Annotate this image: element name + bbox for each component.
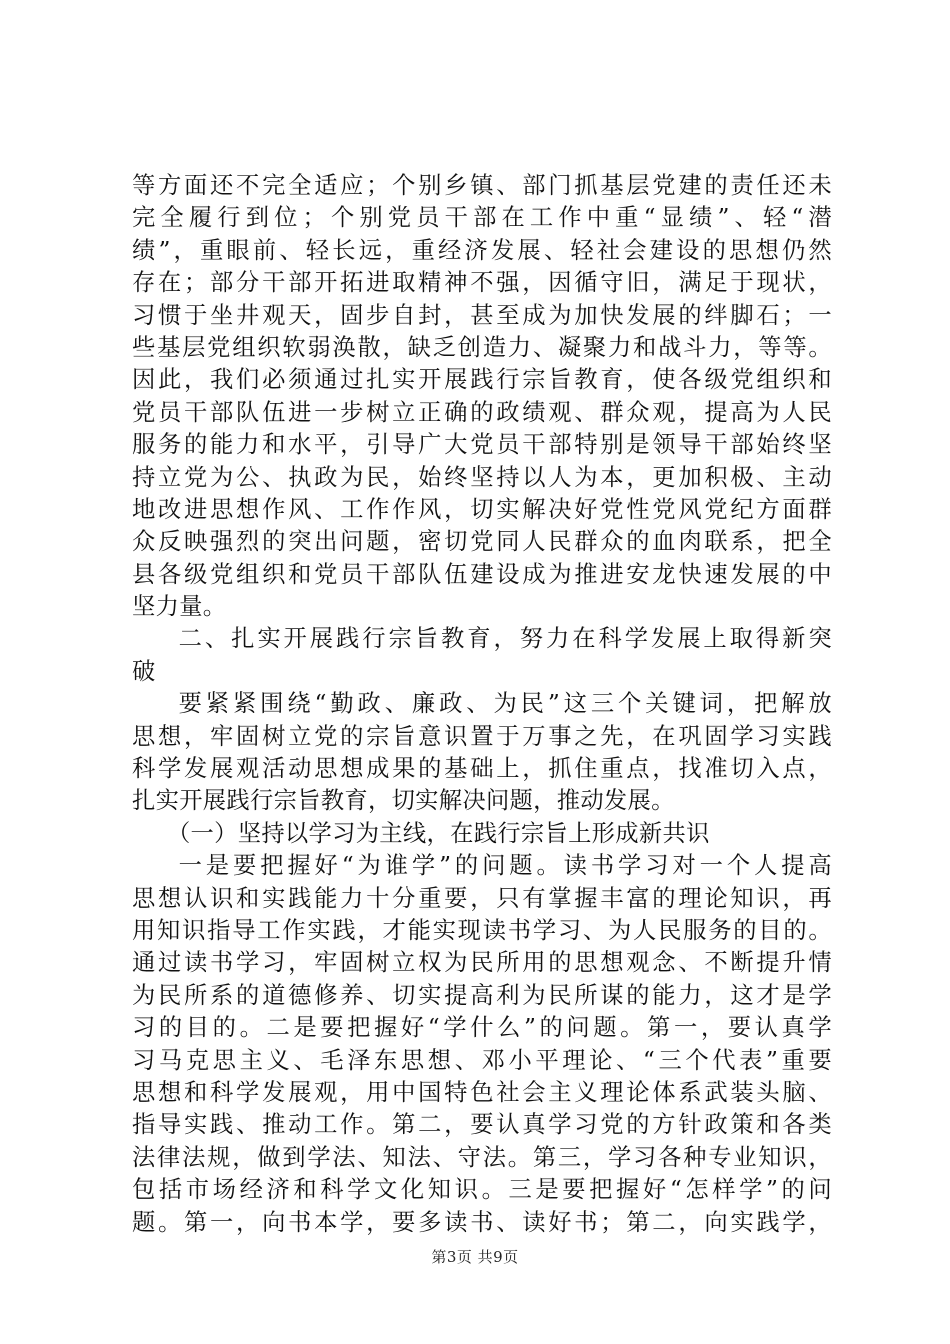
text-line: 为民所系的道德修养、切实提高利为民所谋的能力，这才是学 xyxy=(132,981,832,1009)
text-line: （一）坚持以学习为主线，在践行宗旨上形成新共识 xyxy=(166,819,710,847)
text-line: 题。第一，向书本学，要多读书、读好书；第二，向实践学， xyxy=(132,1208,832,1236)
document-body xyxy=(132,170,832,1239)
text-line: 习的目的。二是要把握好“学什么”的问题。第一，要认真学 xyxy=(132,1014,832,1042)
text-line: 坚力量。 xyxy=(132,593,227,621)
text-line: 指导实践、推动工作。第二，要认真学习党的方针政策和各类 xyxy=(132,1111,832,1139)
text-line: 通过读书学习，牢固树立权为民所用的思想观念、不断提升情 xyxy=(132,949,832,977)
text-line: 存在；部分干部开拓进取精神不强，因循守旧，满足于现状， xyxy=(132,269,832,297)
text-line: 完全履行到位；个别党员干部在工作中重“显绩”、轻“潜 xyxy=(132,204,832,232)
text-line: 众反映强烈的突出问题，密切党同人民群众的血肉联系，把全 xyxy=(132,528,832,556)
text-line: 法律法规，做到学法、知法、守法。第三，学习各种专业知识， xyxy=(132,1143,832,1171)
text-line: 习马克思主义、毛泽东思想、邓小平理论、“三个代表”重要 xyxy=(132,1046,832,1074)
text-line: 用知识指导工作实践，才能实现读书学习、为人民服务的目的。 xyxy=(132,916,832,944)
text-line: 一是要把握好“为谁学”的问题。读书学习对一个人提高 xyxy=(178,852,832,880)
text-line: 些基层党组织软弱涣散，缺乏创造力、凝聚力和战斗力，等等。 xyxy=(132,333,832,361)
text-line: 科学发展观活动思想成果的基础上，抓住重点，找准切入点， xyxy=(132,755,832,783)
text-line: 要紧紧围绕“勤政、廉政、为民”这三个关键词，把解放 xyxy=(178,690,832,718)
text-line: 二、扎实开展践行宗旨教育，努力在科学发展上取得新突 xyxy=(178,625,832,653)
text-line: 思想和科学发展观，用中国特色社会主义理论体系武装头脑、 xyxy=(132,1078,832,1106)
text-line: 服务的能力和水平，引导广大党员干部特别是领导干部始终坚 xyxy=(132,431,832,459)
text-line: 持立党为公、执政为民，始终坚持以人为本，更加积极、主动 xyxy=(132,463,832,491)
text-line: 等方面还不完全适应；个别乡镇、部门抓基层党建的责任还未 xyxy=(132,172,832,199)
text-line: 习惯于坐井观天，固步自封，甚至成为加快发展的绊脚石；一 xyxy=(132,301,832,329)
text-line: 扎实开展践行宗旨教育，切实解决问题，推动发展。 xyxy=(132,787,675,815)
text-line: 绩”，重眼前、轻长远，重经济发展、轻社会建设的思想仍然 xyxy=(132,236,832,264)
text-line: 地改进思想作风、工作作风，切实解决好党性党风党纪方面群 xyxy=(132,495,832,523)
page-footer: 第3页 共9页 xyxy=(431,1248,519,1266)
text-line: 思想，牢固树立党的宗旨意识置于万事之先，在巩固学习实践 xyxy=(132,722,832,750)
text-line: 因此，我们必须通过扎实开展践行宗旨教育，使各级党组织和 xyxy=(132,366,832,394)
text-line: 县各级党组织和党员干部队伍建设成为推进安龙快速发展的中 xyxy=(132,560,832,588)
text-line: 党员干部队伍进一步树立正确的政绩观、群众观，提高为人民 xyxy=(132,398,832,426)
text-line: 包括市场经济和科学文化知识。三是要把握好“怎样学”的问 xyxy=(132,1176,832,1204)
text-line: 破 xyxy=(132,657,156,685)
text-line: 思想认识和实践能力十分重要，只有掌握丰富的理论知识，再 xyxy=(132,884,832,912)
